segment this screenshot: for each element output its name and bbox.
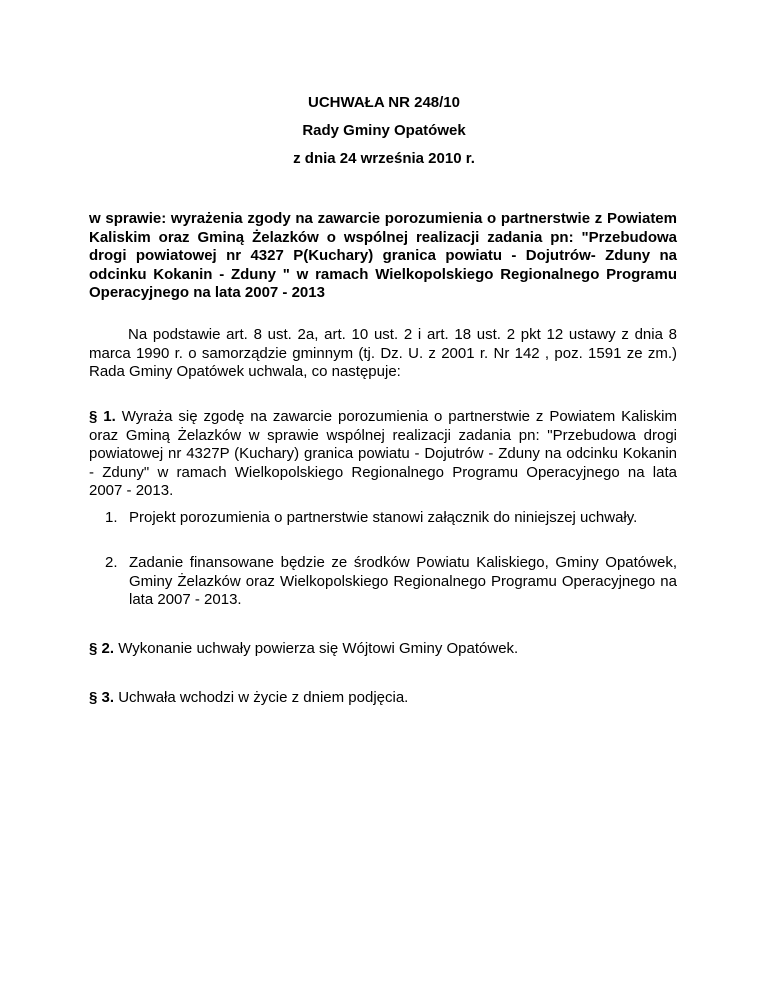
section-2-text: Wykonanie uchwały powierza się Wójtowi Gminy Opatówek. [118,640,519,657]
section-3-label: § 3. [89,689,115,706]
resolution-title: UCHWAŁA NR 248/10 [308,94,460,111]
section-3-text: Uchwała wchodzi w życie z dniem podjęcia. [118,689,409,706]
section-1 [89,408,677,501]
list-item [105,509,677,528]
section-2-label: § 2. [89,640,115,657]
legal-basis-preamble: Na podstawie art. 8 ust. 2a, art. 10 ust. 2 i art. 18 ust. 2 pkt 12 ustawy z dnia 8 marca 1990 r. o samorządzie gminnym (tj. Dz. U. z 2001 r. Nr 142 , poz. 1591 ze zm.) Rada Gminy Opatówek uchwala, co następuje: [89,326,677,381]
section-1-text: Wyraża się zgodę na zawarcie porozumienia o partnerstwie z Powiatem Kaliskim oraz Gminą Żelazków w sprawie wspólnej realizacji zadania pn: "Przebudowa drogi powiatowej nr 4327P (Kuchary) granica powiatu - Dojutrów - Zduny na odcinku Kokanin - Zduny" w ramach Wielkopolskiego Regionalnego Programu Operacyjnego na lata 2007 - 2013. [89,408,677,500]
resolution-date: z dnia 24 września 2010 r. [293,150,475,167]
list-item-number: 1. [105,509,118,526]
resolution-subject: w sprawie: wyrażenia zgody na zawarcie porozumienia o partnerstwie z Powiatem Kaliskim oraz Gminą Żelazków o wspólnej realizacji zadania pn: "Przebudowa drogi powiatowej nr 4327 P(Kuchary) granica powiatu - Dojutrów- Zduny na odcinku Kokanin - Zduny " w ramach Wielkopolskiego Regionalnego Programu Operacyjnego na lata 2007 - 2013 [89,210,677,302]
list-item-text: Zadanie finansowane będzie ze środków Powiatu Kaliskiego, Gminy Opatówek, Gminy Żelazków oraz Wielkopolskiego Regionalnego Programu Operacyjnego na lata 2007 - 2013. [129,554,677,609]
list-item [105,554,677,610]
list-item-number: 2. [105,554,118,571]
section-2 [89,640,677,659]
section-1-label: § 1. [89,408,116,425]
resolution-issuer: Rady Gminy Opatówek [302,122,466,139]
list-item-text: Projekt porozumienia o partnerstwie stanowi załącznik do niniejszej uchwały. [129,509,638,526]
section-3 [89,689,677,708]
